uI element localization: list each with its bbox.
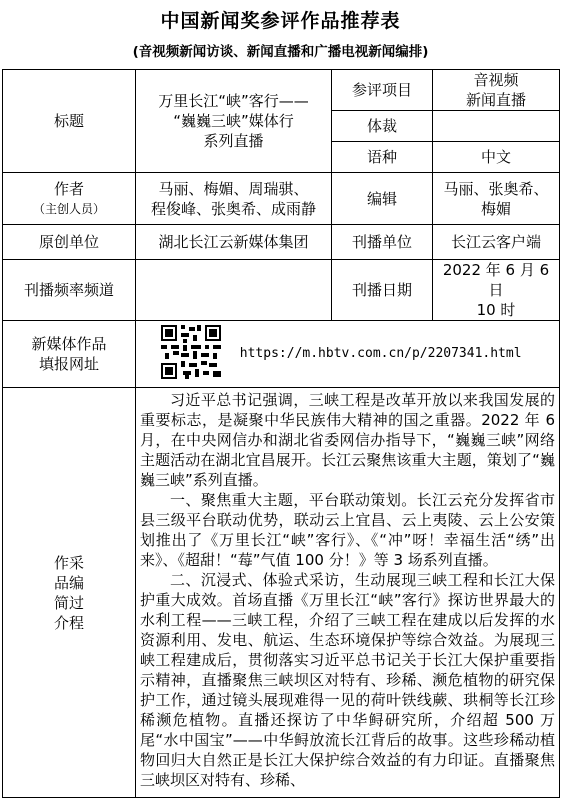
publisher-label: 刊播单位 bbox=[332, 225, 433, 260]
date-label: 刊播日期 bbox=[332, 260, 433, 321]
intro-label-cell bbox=[3, 388, 136, 798]
editor-line-2: 梅媚 bbox=[480, 199, 511, 218]
category-value bbox=[433, 70, 560, 111]
url-label-line-1: 新媒体作品 bbox=[31, 335, 107, 353]
publisher-value: 长江云客户端 bbox=[433, 225, 560, 260]
author-value bbox=[136, 173, 332, 225]
editor-label: 编辑 bbox=[332, 173, 433, 225]
page-title: 中国新闻奖参评作品推荐表 bbox=[160, 10, 401, 32]
title-line-3: 系列直播 bbox=[203, 132, 264, 150]
unit-label: 原创单位 bbox=[3, 225, 136, 260]
editor-line-1: 马丽、张奥希、 bbox=[443, 179, 549, 198]
date-line-2: 10 时 bbox=[476, 301, 516, 319]
category-label: 参评项目 bbox=[332, 70, 433, 111]
category-line-1: 音视频 bbox=[473, 71, 519, 89]
language-label: 语种 bbox=[332, 142, 433, 173]
date-line-1: 2022 年 6 月 6 日 bbox=[442, 261, 550, 299]
intro-body bbox=[140, 390, 555, 794]
editor-value bbox=[433, 173, 560, 225]
genre-label: 体裁 bbox=[332, 111, 433, 142]
url-value: https://m.hbtv.com.cn/p/2207341.html bbox=[239, 346, 522, 361]
intro-label: 作采品编简过介程 bbox=[53, 553, 84, 632]
intro-paragraph-2: 一、聚焦重大主题，平台联动策划。长江云充分发挥省市县三级平台联动优势，联动云上宜昌、云上夷陵、云上公安策划推出了《万里长江“峡”客行》、《“冲”呀！幸福生活“绣”出来》、《超甜！“莓”气值 100 分！》等 3 场系列直播。 bbox=[140, 491, 555, 569]
author-line-1: 马丽、梅媚、周瑞骐、 bbox=[158, 179, 309, 198]
date-value bbox=[433, 260, 560, 321]
qr-code-icon bbox=[161, 325, 221, 384]
author-label-cell bbox=[3, 173, 136, 225]
url-label-cell bbox=[3, 321, 136, 388]
author-label: 作者 bbox=[53, 179, 84, 198]
genre-value bbox=[433, 111, 560, 142]
url-label-line-2: 填报网址 bbox=[38, 355, 99, 373]
title-line-1: 万里长江“峡”客行—— bbox=[158, 92, 309, 110]
unit-value: 湖北长江云新媒体集团 bbox=[136, 225, 332, 260]
title-line-2: “巍巍三峡”媒体行 bbox=[173, 112, 294, 130]
channel-value bbox=[136, 260, 332, 321]
url-value-cell bbox=[136, 321, 560, 388]
intro-paragraph-1: 习近平总书记强调，三峡工程是改革开放以来我国发展的重要标志，是凝聚中华民族伟大精神的国之重器。2022 年 6 月，在中央网信办和湖北省委网信办指导下，“巍巍三峡”网络主题活动在湖北宜昌展开。长江云聚焦该重大主题，策划了“巍巍三峡”系列直播。 bbox=[140, 391, 555, 489]
channel-label: 刊播频率频道 bbox=[3, 260, 136, 321]
recommendation-form-table bbox=[2, 69, 560, 798]
author-sublabel: （主创人员） bbox=[32, 201, 105, 216]
title-label: 标题 bbox=[3, 70, 136, 173]
intro-paragraph-3: 二、沉浸式、体验式采访，生动展现三峡工程和长江大保护重大成效。首场直播《万里长江“峡”客行》探访世界最大的水利工程——三峡工程，介绍了三峡工程在建成以后发挥的水资源利用、发电、航运、生态环境保护等综合效益。为展现三峡工程建成后，贯彻落实习近平总书记关于长江大保护重要指示精神，直播聚焦三峡坝区对特有、珍稀、濒危植物的研究保护工作，通过镜头展现难得一见的荷叶铁线蕨、珙桐等长江珍稀濒危植物。直播还探访了中华鲟研究所，介绍超 500 万尾“水中国宝”——中华鲟放流长江背后的故事。这些珍稀动植物回归大自然正是长江大保护综合效益的有力印证。直播聚焦三峡坝区对特有、珍稀、 bbox=[140, 571, 555, 789]
author-line-2: 程俊峰、张奥希、成雨静 bbox=[150, 199, 316, 218]
title-value bbox=[136, 70, 332, 173]
page-subtitle: (音视频新闻访谈、新闻直播和广播电视新闻编排) bbox=[132, 44, 429, 60]
category-line-2: 新闻直播 bbox=[465, 91, 526, 109]
intro-text-cell bbox=[136, 388, 560, 798]
language-value: 中文 bbox=[433, 142, 560, 173]
